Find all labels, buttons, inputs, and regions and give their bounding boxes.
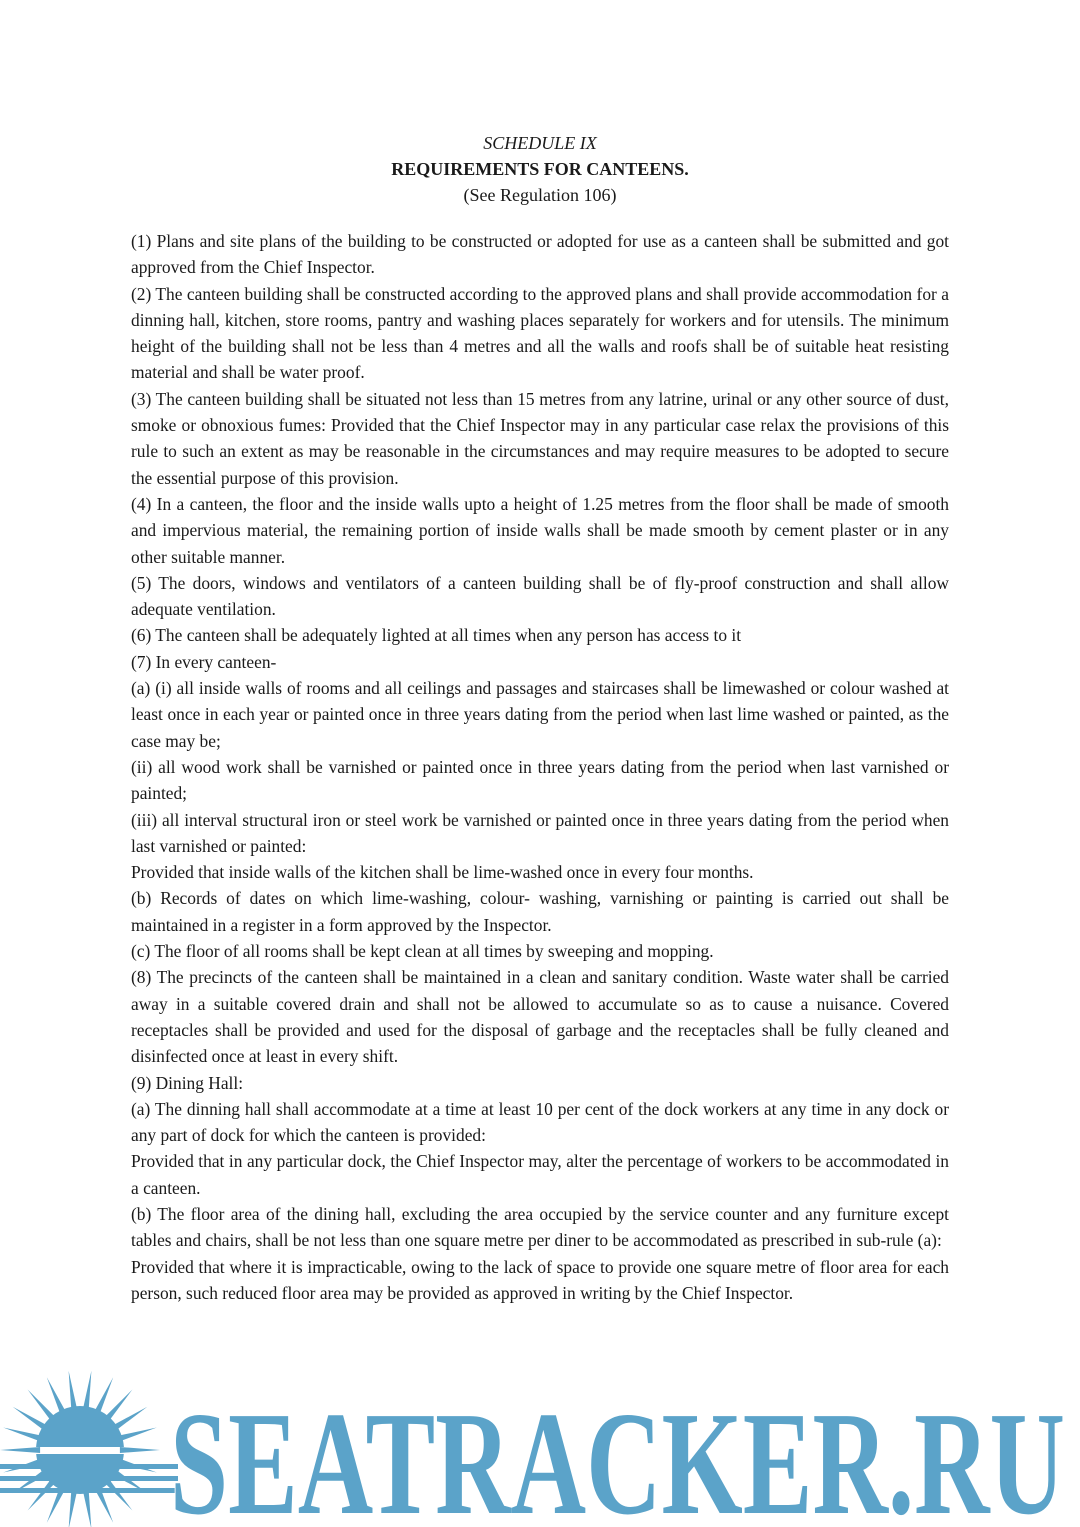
paragraph-7c: (c) The floor of all rooms shall be kept clean at all times by sweeping and mopping. (131, 941, 714, 962)
paragraph-9a: (a) The dinning hall shall accommodate at a time at least 10 per cent of the dock workers at any time in any dock or any part of dock for which the canteen is provided: (131, 1098, 949, 1146)
sun-ray (69, 1371, 78, 1411)
paragraph-5: (5) The doors, windows and ventilators of a canteen building shall be of fly-proof construction and shall allow adequate ventilation. (131, 572, 949, 620)
paragraph-3: (3) The canteen building shall be situated not less than 15 metres from any latrine, urinal or any other source of dust, smoke or obnoxious fumes: Provided that the Chief Inspector may in any particular case relax the provisions of this rule to such an extent as may be reasonable in the circumstances and may require measures to be adopted to secure the essential purpose of this provision. (131, 388, 949, 488)
paragraph-9a-proviso: Provided that in any particular dock, the Chief Inspector may, alter the percentage of workers to be accommodated in a canteen. (131, 1151, 949, 1198)
sun-ray (3, 1428, 42, 1442)
page-title: REQUIREMENTS FOR CANTEENS. (391, 159, 689, 179)
paragraph-9b: (b) The floor area of the dining hall, excluding the area occupied by the service counter and any furniture except tables and chairs, shall be not less than one square metre per diner to be accommodated as prescribed in sub-rule (a): (131, 1203, 949, 1251)
sun-ray (120, 1447, 160, 1453)
sun-ray (83, 1489, 92, 1527)
document-body (131, 228, 949, 1306)
watermark-graphic (0, 1368, 1080, 1527)
sun-ray (69, 1489, 78, 1527)
watermark-text: SEATRACKER.RU (170, 1382, 1065, 1527)
schedule-label: SCHEDULE IX (483, 133, 597, 153)
sun-ray (117, 1428, 156, 1442)
paragraph-7b: (b) Records of dates on which lime-washing, colour- washing, varnishing or painting is carried out shall be maintained in a register in a form approved by the Inspector. (131, 888, 949, 935)
page-header (0, 130, 1080, 208)
sun-ray (83, 1371, 92, 1411)
paragraph-4: (4) In a canteen, the floor and the inside walls upto a height of 1.25 metres from the floor shall be made of smooth and impervious material, the remaining portion of inside walls shall be made smooth by cement plaster or in any other suitable manner. (131, 493, 949, 567)
paragraph-7a-proviso: Provided that inside walls of the kitchen shall be lime-washed once in every four months. (131, 862, 754, 883)
paragraph-2: (2) The canteen building shall be constructed according to the approved plans and shall provide accommodation for a dinning hall, kitchen, store rooms, pantry and washing places separately for workers and for utensils. The minimum height of the building shall not be less than 4 metres and all the walls and roofs shall be of suitable heat resisting material and shall be water proof. (131, 283, 949, 383)
paragraph-7: (7) In every canteen- (131, 651, 277, 672)
sun-ray (0, 1447, 40, 1453)
paragraph-9b-proviso: Provided that where it is impracticable, owing to the lack of space to provide one square metre of floor area for each person, such reduced floor area may be provided as approved in writing by the Chief Inspector. (131, 1256, 949, 1303)
sun-logo-icon (0, 1371, 178, 1527)
paragraph-7a-i: (a) (i) all inside walls of rooms and all ceilings and passages and staircases shall be limewashed or colour washed at least once in each year or painted once in three years dating from the period when last lime washed or painted, as the case may be; (131, 678, 949, 751)
paragraph-8: (8) The precincts of the canteen shall be maintained in a clean and sanitary condition. Waste water shall be carried away in a suitable covered drain and shall not be allowed to accumulate so as to cause a nuisance. Covered receptacles shall be provided and used for the disposal of garbage and the receptacles shall be fully cleaned and disinfected once at least in every shift. (131, 967, 949, 1067)
paragraph-6: (6) The canteen shall be adequately lighted at all times when any person has access to it (131, 625, 742, 646)
paragraph-7a-iii: (iii) all interval structural iron or steel work be varnished or painted once in three years dating from the period when last varnished or painted: (131, 809, 949, 856)
watermark-banner (0, 1368, 1080, 1527)
paragraph-1: (1) Plans and site plans of the building to be constructed or adopted for use as a canteen shall be submitted and got approved from the Chief Inspector. (131, 231, 949, 278)
paragraph-7a-ii: (ii) all wood work shall be varnished or painted once in three years dating from the period when last varnished or painted; (131, 756, 949, 804)
regulation-reference: (See Regulation 106) (463, 185, 617, 205)
paragraph-9: (9) Dining Hall: (131, 1072, 244, 1093)
